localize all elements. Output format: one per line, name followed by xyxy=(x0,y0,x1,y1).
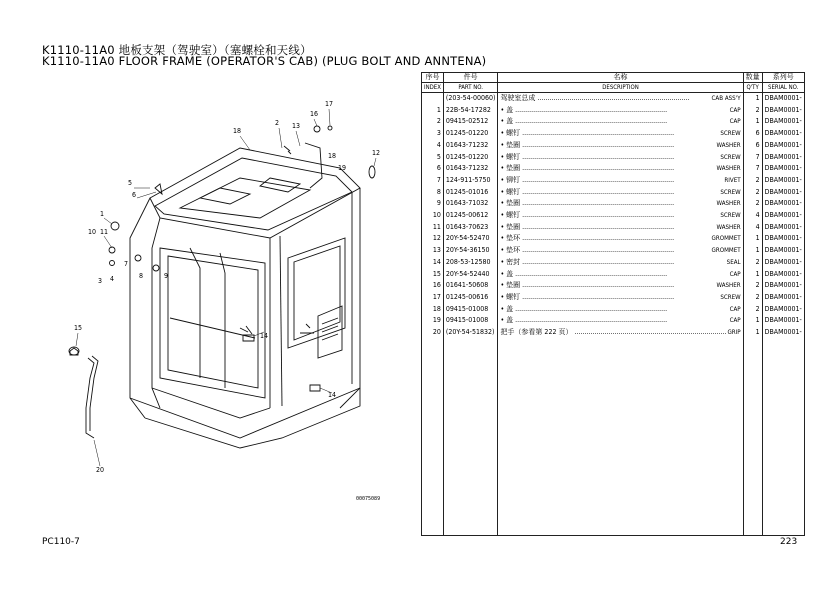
callout-12: 12 xyxy=(372,149,381,157)
table-row xyxy=(422,210,805,222)
row-description-code: SCREW xyxy=(720,153,741,161)
table-row xyxy=(422,245,805,257)
row-description xyxy=(498,210,743,222)
row-index: 10 xyxy=(422,210,444,222)
row-part-number: 01245-00616 xyxy=(443,292,498,304)
header-desc-en: DESCRIPTION xyxy=(498,83,743,93)
row-index: 2 xyxy=(422,116,444,128)
table-row xyxy=(422,93,805,105)
row-quantity: 1 xyxy=(743,116,762,128)
callout-11: 11 xyxy=(100,228,109,236)
row-description-name: • 垫圈 ..... xyxy=(500,198,674,210)
row-description-code: CAP xyxy=(729,106,741,114)
table-row xyxy=(422,304,805,316)
table-row xyxy=(422,222,805,234)
row-description-code: SCREW xyxy=(720,212,741,220)
row-description-name: • 铆钉 ..... xyxy=(500,175,674,187)
row-index: 9 xyxy=(422,198,444,210)
table-row xyxy=(422,198,805,210)
row-description-name: • 盖 ..... xyxy=(500,116,667,128)
row-description-name: • 垫环 ..... xyxy=(500,233,674,245)
row-part-number: 09415-02512 xyxy=(443,116,498,128)
row-description xyxy=(498,116,743,128)
table-row xyxy=(422,327,805,339)
row-description-name: • 垫圈 ..... xyxy=(500,222,674,234)
row-description-name: • 盖 ..... xyxy=(500,105,667,117)
row-description xyxy=(498,93,743,105)
row-description-code: WASHER xyxy=(716,223,741,231)
row-quantity: 4 xyxy=(743,210,762,222)
row-index: 3 xyxy=(422,128,444,140)
table-row xyxy=(422,152,805,164)
row-index: 20 xyxy=(422,327,444,339)
row-serial: DBAM0001- xyxy=(762,222,804,234)
row-description-code: GRIP xyxy=(727,329,741,337)
row-serial: DBAM0001- xyxy=(762,269,804,281)
row-index: 13 xyxy=(422,245,444,257)
header-qty-en: Q'TY xyxy=(743,83,762,93)
row-description xyxy=(498,222,743,234)
row-quantity: 6 xyxy=(743,128,762,140)
row-quantity: 2 xyxy=(743,280,762,292)
row-description-code: CAP xyxy=(729,270,741,278)
row-serial: DBAM0001- xyxy=(762,257,804,269)
row-index: 17 xyxy=(422,292,444,304)
row-part-number: 01245-01016 xyxy=(443,187,498,199)
row-description xyxy=(498,163,743,175)
row-description-code: SCREW xyxy=(720,130,741,138)
row-part-number: 01245-00612 xyxy=(443,210,498,222)
table-row xyxy=(422,140,805,152)
row-description-code: WASHER xyxy=(716,165,741,173)
row-description-name: • 盖 ..... xyxy=(500,315,667,327)
row-serial: DBAM0001- xyxy=(762,128,804,140)
row-description xyxy=(498,128,743,140)
row-index: 15 xyxy=(422,269,444,281)
row-serial: DBAM0001- xyxy=(762,233,804,245)
row-description-name: • 盖 ..... xyxy=(500,269,667,281)
row-description-name: 驾驶室总成 ..... xyxy=(500,93,689,105)
row-part-number: 09415-01008 xyxy=(443,315,498,327)
callout-15: 15 xyxy=(74,324,83,332)
row-description xyxy=(498,315,743,327)
row-description-code: WASHER xyxy=(716,200,741,208)
row-description-name: • 螺钉 ..... xyxy=(500,128,674,140)
row-description-name: • 螺钉 ..... xyxy=(500,210,674,222)
figure-code: 00075089 xyxy=(356,496,381,502)
row-description-code: CAP xyxy=(729,118,741,126)
table-row xyxy=(422,128,805,140)
title-english: K1110-11A0 FLOOR FRAME (OPERATOR'S CAB) (PLUG BOLT AND ANNTENA) xyxy=(42,54,487,68)
row-quantity: 1 xyxy=(743,93,762,105)
table-header-row-en xyxy=(422,83,805,93)
callout-4: 4 xyxy=(110,275,115,283)
row-quantity: 2 xyxy=(743,257,762,269)
callout-5: 5 xyxy=(128,179,133,187)
table-row xyxy=(422,257,805,269)
row-part-number: 20Y-54-52440 xyxy=(443,269,498,281)
callout-18b: 18 xyxy=(328,152,337,160)
row-index: 16 xyxy=(422,280,444,292)
row-part-number: 20Y-54-36150 xyxy=(443,245,498,257)
table-row xyxy=(422,280,805,292)
row-serial: DBAM0001- xyxy=(762,187,804,199)
callout-14: 14 xyxy=(260,332,269,340)
header-part-cn: 件号 xyxy=(443,73,498,83)
row-serial: DBAM0001- xyxy=(762,163,804,175)
row-part-number: (203-54-00060) xyxy=(443,93,498,105)
callout-labels xyxy=(74,100,380,474)
row-quantity: 1 xyxy=(743,315,762,327)
row-serial: DBAM0001- xyxy=(762,175,804,187)
row-description-code: RIVET xyxy=(724,176,741,184)
row-serial: DBAM0001- xyxy=(762,198,804,210)
table-row xyxy=(422,175,805,187)
row-description xyxy=(498,245,743,257)
table-row xyxy=(422,292,805,304)
row-quantity: 7 xyxy=(743,152,762,164)
table-row xyxy=(422,269,805,281)
row-description-name: • 螺钉 ..... xyxy=(500,187,674,199)
row-quantity: 1 xyxy=(743,233,762,245)
callout-7: 7 xyxy=(124,260,129,268)
row-part-number: 208-53-12580 xyxy=(443,257,498,269)
parts-table xyxy=(421,72,805,536)
header-desc-cn: 名称 xyxy=(498,73,743,83)
row-quantity: 7 xyxy=(743,163,762,175)
row-quantity: 2 xyxy=(743,304,762,316)
table-header-row-cn xyxy=(422,73,805,83)
row-description xyxy=(498,175,743,187)
row-description-code: CAB ASS'Y xyxy=(711,95,741,102)
row-index: 14 xyxy=(422,257,444,269)
row-description xyxy=(498,327,743,339)
row-description-name: • 垫圈 ..... xyxy=(500,140,674,152)
table-row xyxy=(422,116,805,128)
row-description xyxy=(498,257,743,269)
row-serial: DBAM0001- xyxy=(762,245,804,257)
table-row xyxy=(422,187,805,199)
row-description xyxy=(498,304,743,316)
row-description-code: WASHER xyxy=(716,282,741,290)
callout-1: 1 xyxy=(100,210,105,218)
cab-exploded-drawing xyxy=(60,88,410,508)
table-row xyxy=(422,163,805,175)
row-index: 6 xyxy=(422,163,444,175)
row-index: 11 xyxy=(422,222,444,234)
row-quantity: 1 xyxy=(743,327,762,339)
row-description-code: GROMMET xyxy=(711,235,741,243)
callout-8: 8 xyxy=(139,272,144,280)
row-serial: DBAM0001- xyxy=(762,327,804,339)
row-index: 5 xyxy=(422,152,444,164)
header-index-cn: 序号 xyxy=(422,73,444,83)
callout-16: 16 xyxy=(310,110,319,118)
row-description xyxy=(498,152,743,164)
row-serial: DBAM0001- xyxy=(762,116,804,128)
page-number: 223 xyxy=(780,537,798,547)
header-serial-en: SERIAL NO. xyxy=(762,83,804,93)
row-part-number: 124-911-5750 xyxy=(443,175,498,187)
row-part-number: 20Y-54-52470 xyxy=(443,233,498,245)
table-row xyxy=(422,315,805,327)
row-part-number: 01641-50608 xyxy=(443,280,498,292)
row-part-number: 22B-54-17282 xyxy=(443,105,498,117)
row-serial: DBAM0001- xyxy=(762,105,804,117)
row-quantity: 2 xyxy=(743,187,762,199)
title-chinese: K1110-11A0 地板支架（驾驶室）（塞螺栓和天线） xyxy=(42,43,312,57)
row-description xyxy=(498,292,743,304)
row-description-code: WASHER xyxy=(716,141,741,149)
row-serial: DBAM0001- xyxy=(762,152,804,164)
row-description-code: CAP xyxy=(729,305,741,313)
row-index: 12 xyxy=(422,233,444,245)
row-serial: DBAM0001- xyxy=(762,280,804,292)
row-description-name: 把手（参看第 222 页） ..... xyxy=(500,327,726,339)
callout-13: 13 xyxy=(292,122,301,130)
row-part-number: 01643-70623 xyxy=(443,222,498,234)
callout-3: 3 xyxy=(98,277,103,285)
row-part-number: 01245-01220 xyxy=(443,152,498,164)
row-index: 1 xyxy=(422,105,444,117)
header-qty-cn: 数量 xyxy=(743,73,762,83)
row-description-code: SCREW xyxy=(720,188,741,196)
row-part-number: 09415-01008 xyxy=(443,304,498,316)
row-index: 8 xyxy=(422,187,444,199)
callout-9: 9 xyxy=(164,272,169,280)
row-part-number: 01245-01220 xyxy=(443,128,498,140)
header-index-en: INDEX xyxy=(422,83,444,93)
row-description-name: • 垫圈 ..... xyxy=(500,163,674,175)
row-description-code: SEAL xyxy=(726,258,741,266)
row-description-name: • 螺钉 ..... xyxy=(500,292,674,304)
row-description-name: • 垫环 ..... xyxy=(500,245,674,257)
row-serial: DBAM0001- xyxy=(762,140,804,152)
row-index: 4 xyxy=(422,140,444,152)
row-part-number: (20Y-54-51832) xyxy=(443,327,498,339)
header-serial-cn: 系列号 xyxy=(762,73,804,83)
callout-20: 20 xyxy=(96,466,105,474)
row-index: 19 xyxy=(422,315,444,327)
callout-6: 6 xyxy=(132,191,137,199)
table-row xyxy=(422,105,805,117)
row-description xyxy=(498,198,743,210)
model-number: PC110-7 xyxy=(42,537,80,547)
cab-frame-outline xyxy=(69,126,375,448)
row-part-number: 01643-71232 xyxy=(443,140,498,152)
row-index: 18 xyxy=(422,304,444,316)
table-row xyxy=(422,233,805,245)
row-description-name: • 螺钉 ..... xyxy=(500,152,674,164)
callout-10: 10 xyxy=(88,228,97,236)
row-quantity: 2 xyxy=(743,198,762,210)
header-part-en: PART NO. xyxy=(443,83,498,93)
callout-2: 2 xyxy=(275,119,280,127)
row-description xyxy=(498,140,743,152)
callout-18: 18 xyxy=(233,127,242,135)
row-serial: DBAM0001- xyxy=(762,210,804,222)
row-description-name: • 垫圈 ..... xyxy=(500,280,674,292)
row-serial: DBAM0001- xyxy=(762,304,804,316)
row-description-code: SCREW xyxy=(720,293,741,301)
row-description xyxy=(498,269,743,281)
row-quantity: 4 xyxy=(743,222,762,234)
row-serial: DBAM0001- xyxy=(762,292,804,304)
callout-14b: 14 xyxy=(328,391,337,399)
callout-19: 19 xyxy=(338,164,347,172)
row-description xyxy=(498,105,743,117)
row-serial: DBAM0001- xyxy=(762,93,804,105)
row-quantity: 2 xyxy=(743,105,762,117)
row-description-name: • 密封 ..... xyxy=(500,257,674,269)
row-description-code: CAP xyxy=(729,317,741,325)
leader-lines xyxy=(76,109,376,466)
row-quantity: 2 xyxy=(743,175,762,187)
row-part-number: 01643-71032 xyxy=(443,198,498,210)
callout-17: 17 xyxy=(325,100,334,108)
row-quantity: 6 xyxy=(743,140,762,152)
row-quantity: 1 xyxy=(743,269,762,281)
row-serial: DBAM0001- xyxy=(762,315,804,327)
row-quantity: 2 xyxy=(743,292,762,304)
row-description xyxy=(498,233,743,245)
table-empty-area xyxy=(422,339,805,536)
row-description-name: • 盖 ..... xyxy=(500,304,667,316)
row-quantity: 1 xyxy=(743,245,762,257)
row-description-code: GROMMET xyxy=(711,247,741,255)
row-index xyxy=(422,93,444,105)
row-description xyxy=(498,280,743,292)
row-description xyxy=(498,187,743,199)
row-part-number: 01643-71232 xyxy=(443,163,498,175)
row-index: 7 xyxy=(422,175,444,187)
